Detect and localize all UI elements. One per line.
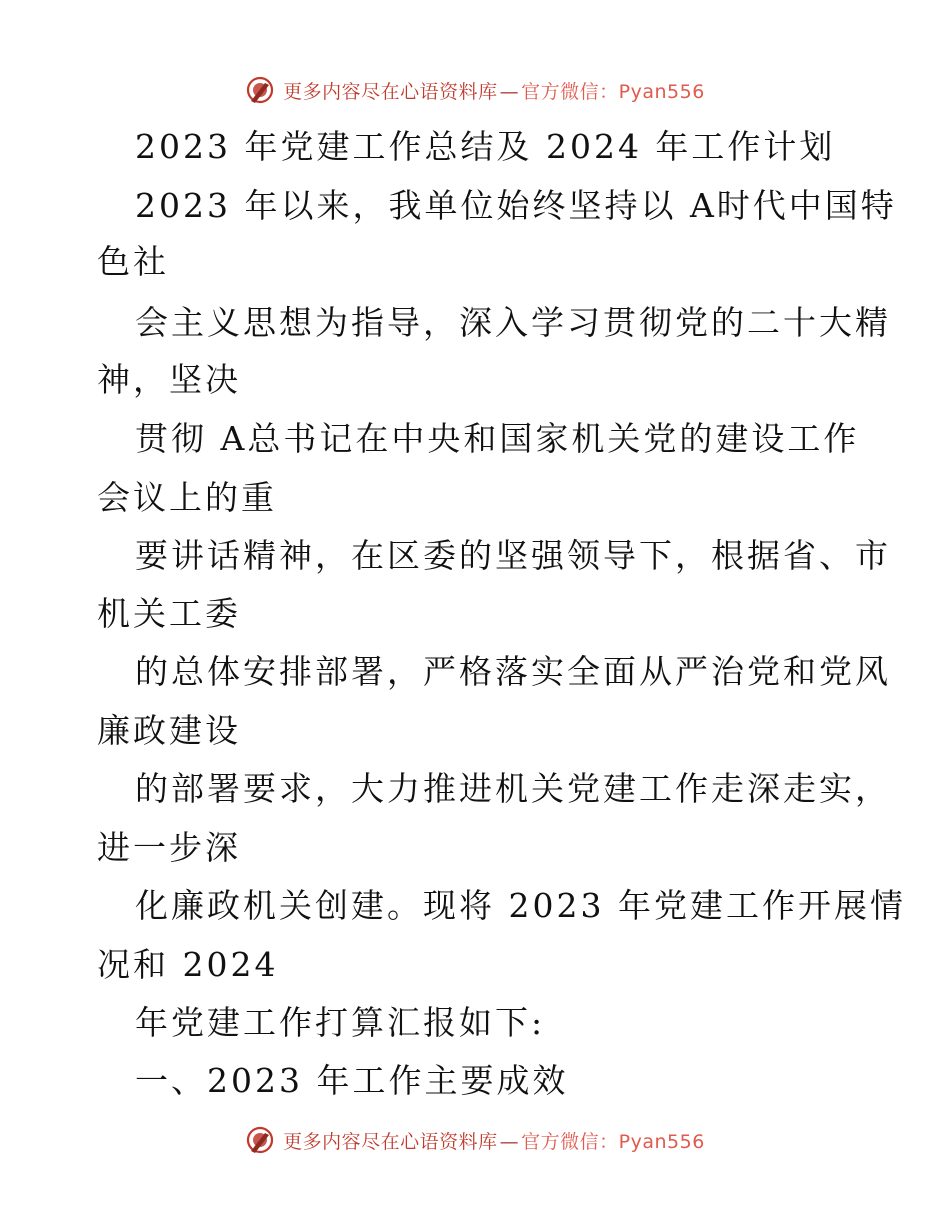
watermark-separator: — [499,1130,520,1153]
watermark-contact: 官方微信：Pyan556 [521,80,705,103]
paragraph-line: 2023 年以来，我单位始终坚持以 A时代中国特 [135,186,897,225]
paragraph-line: 会议上的重 [97,478,277,517]
footer-watermark [0,1120,950,1160]
watermark-title: 更多内容尽在心语资料库 [283,80,498,103]
paragraph-line: 会主义思想为指导，深入学习贯彻党的二十大精 [135,303,891,342]
paragraph-line: 机关工委 [97,594,241,633]
paragraph-line: 化廉政机关创建。现将 2023 年党建工作开展情 [135,886,906,925]
watermark-text [283,1127,705,1154]
paragraph-line: 年党建工作打算汇报如下: [135,1003,546,1042]
header-watermark [0,70,950,110]
paragraph-line: 神，坚决 [97,360,241,399]
paragraph-line: 的部署要求，大力推进机关党建工作走深走实， [135,769,891,808]
paragraph-line: 贯彻 A总书记在中央和国家机关党的建设工作 [135,419,860,458]
paragraph-line: 进一步深 [97,828,241,867]
watermark-separator: — [499,80,520,103]
watermark-title: 更多内容尽在心语资料库 [283,1130,498,1153]
watermark-contact: 官方微信：Pyan556 [521,1130,705,1153]
document-title: 2023 年党建工作总结及 2024 年工作计划 [135,127,836,166]
section-heading: 一、2023 年工作主要成效 [135,1061,569,1100]
paragraph-line: 色社 [97,242,169,281]
seal-pen-icon [245,1125,275,1155]
paragraph-line: 要讲话精神，在区委的坚强领导下，根据省、市 [135,536,891,575]
seal-pen-icon [245,75,275,105]
paragraph-line: 廉政建设 [97,711,241,750]
watermark-text [283,77,705,104]
paragraph-line: 况和 2024 [97,945,279,984]
paragraph-line: 的总体安排部署，严格落实全面从严治党和党风 [135,652,891,691]
